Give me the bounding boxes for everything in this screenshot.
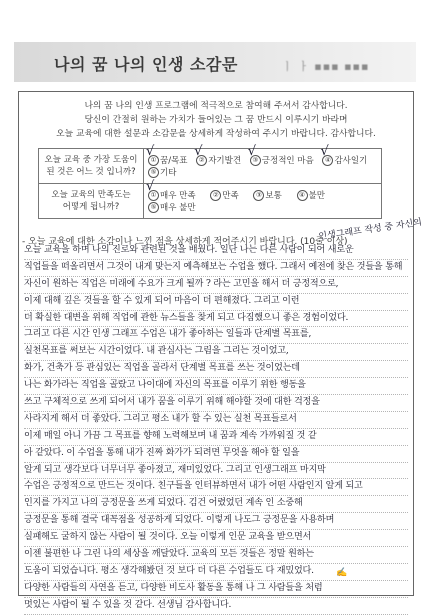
essay-line: 오늘 교육을 하며 나의 진로와 관련된 것을 배웠다. 일단 나는 다른 사람이 되어 새로운 (24, 243, 408, 260)
essay-line: 도움이 되었습니다. 평소 생각해봤던 것 보다 더 다른 수업들도 다 재밌었다. (24, 564, 408, 581)
option-number-text: ③ (252, 156, 259, 164)
options-cell (144, 179, 382, 219)
option-number-text: ④ (325, 156, 331, 164)
intro-line: 당신이 간절히 원하는 가치가 들어있는 그 꿈 반드시 이루시기 바라며 (84, 115, 348, 125)
option-number (297, 190, 308, 201)
option-number-text: ⑤ (150, 168, 157, 176)
option-dissatisfied[interactable] (297, 189, 325, 201)
option-dream-goal[interactable] (146, 144, 188, 166)
essay-line: 긍정문을 통해 결국 대꼭점을 성공하게 되었다. 이렇게 나도그 긍정문을 사용하며 (24, 513, 408, 530)
option-number (194, 144, 207, 166)
essay-line: 실패해도 굴하지 않는 사람이 될 것이다. 오늘 이렇게 인문 교육을 받으면서 (24, 530, 408, 547)
option-number-text: ② (198, 156, 205, 164)
question-label-line: 오늘 교육의 만족도는 (51, 190, 131, 200)
essay-line: 이제 매일 아니 가끔 그 목표를 향해 노력해보며 내 꿈과 계속 가까워질 것 같 (24, 429, 408, 446)
question-label-line: 된 것은 어느 것 입니까? (46, 167, 136, 177)
option-label: 감사일기 (334, 156, 368, 166)
option-satisfied[interactable] (210, 189, 238, 201)
essay-line: 이제 대해 깊은 것들을 할 수 있게 되어 마음이 더 편해졌다. 그리고 이런 (24, 294, 408, 311)
option-label: 긍정적인 마음 (261, 156, 314, 166)
option-number-text: ① (150, 191, 157, 199)
option-positive-mind[interactable] (247, 144, 314, 166)
essay-answer-area[interactable] (24, 243, 408, 615)
options-cell (144, 144, 382, 184)
essay-line: 나는 화가라는 직업을 골랐고 나이대에 자신의 목표를 이루기 위한 행동을 (24, 378, 408, 395)
essay-line: 아 같았다. 이 수업을 통해 내가 진짜 화가가 되려면 무엇을 해야 할 일을 (24, 446, 408, 463)
signature-mark: ✍ (336, 568, 348, 578)
option-label: 매우 불만 (160, 203, 196, 213)
option-number-text: ② (212, 191, 219, 199)
option-label: 기타 (160, 168, 177, 178)
essay-line: 화가, 건축가 등 관심있는 직업을 골라서 단계별 목표를 쓰는 것이었는데 (24, 361, 408, 378)
check-mark-icon: √ (146, 144, 155, 159)
essay-line: 알게 되고 생각보다 너무너무 좋아졌고, 재미있었다. 그리고 인생그래프 마지막 (24, 463, 408, 480)
option-number-text: ⑤ (150, 203, 157, 211)
option-number (148, 167, 159, 178)
option-very-satisfied[interactable] (146, 179, 196, 201)
essay-line: 다양한 사람들의 사연을 듣고, 다양한 비도사 활동을 통해 나 그 사람들을 처럼 (24, 581, 408, 598)
essay-line: 더 확실한 대변을 위해 직업에 관한 뉴스들을 찾게 되고 다짐했으니 좋은 경험이었다. (24, 311, 408, 328)
option-label: 만족 (222, 191, 239, 201)
question-row (39, 184, 382, 219)
option-very-dissatisfied[interactable] (148, 201, 196, 213)
option-number (247, 144, 261, 166)
essay-line: 멋있는 사람이 될 수 있을 것 같다. 선생님 감사합니다. (24, 598, 408, 615)
essay-line: 수업은 긍정적으로 만드는 것이다. 친구들을 인터뷰하면서 내가 어떤 사람인지 알게 되고 (24, 479, 408, 496)
option-number (320, 144, 333, 166)
option-self-discovery[interactable] (194, 144, 242, 166)
essay-line: 이젠 불편한 나 그린 나의 세상을 깨달았다. 교육의 모든 것들은 정말 원하는 (24, 547, 408, 564)
option-gratitude-diary[interactable] (320, 144, 368, 166)
essay-line: 직업들을 떠올리면서 그것이 내게 맞는지 예측해보는 수업을 했다. 그래서 예전에 찾은 것들을 통해 (24, 260, 408, 277)
check-mark-icon: √ (247, 144, 257, 159)
page-title: 나의 꿈 나의 인생 소감문 (54, 55, 238, 74)
essay-line: 사라지게 해서 더 좋았다. 그리고 평소 내가 할 수 있는 실천 목표들로서 (24, 412, 408, 429)
essay-line: 실천목표를 써보는 시간이었다. 내 관심사는 그림을 그리는 것이었고, (24, 344, 408, 361)
option-number-text: ① (150, 156, 157, 164)
option-label: 보통 (265, 191, 282, 201)
question-row (39, 149, 382, 184)
option-number (146, 179, 159, 201)
intro-line: 오늘 교육에 대한 설문과 소감문을 상세하게 작성하여 주시기 바랍니다. 감사합니다. (56, 129, 376, 139)
option-other[interactable] (148, 166, 176, 178)
survey-table (38, 144, 382, 219)
question-label-line: 어떻게 됩니까? (62, 202, 120, 212)
option-number (148, 202, 159, 213)
option-number (210, 190, 221, 201)
name-field: ㅣ ㅏ ▪▪▪ ▪▪▪ (282, 60, 370, 73)
option-label: 자기발견 (208, 156, 242, 166)
essay-prompt: - 오늘 교육에 대한 소감이나 느낀 점을 상세하게 적어주시기 바랍니다. (10줄 이상) (22, 237, 348, 247)
option-number-text: ③ (255, 191, 262, 199)
option-label: 불만 (308, 191, 325, 201)
essay-line: 쓰고 구체적으로 쓰게 되어서 내가 꿈을 이루기 위해 해야할 것에 대한 걱정을 (24, 395, 408, 412)
intro-text (20, 99, 412, 141)
question-label (39, 184, 144, 219)
question-label (39, 149, 144, 184)
intro-line: 나의 꿈 나의 인생 프로그램에 적극적으로 참여해 주셔서 감사합니다. (84, 101, 348, 111)
option-number-text: ④ (299, 191, 305, 199)
question-label-line: 오늘 교육 중 가장 도움이 (44, 155, 138, 165)
margin-note: 인생그래프 작성 중 자신의 (318, 217, 423, 243)
option-label: 꿈/목표 (160, 156, 188, 166)
check-mark-icon: √ (194, 144, 203, 159)
option-number (146, 144, 159, 166)
essay-line: 인지를 가지고 나의 긍정문을 쓰게 되었다. 김건 어렸었던 계속 인 소중해 (24, 496, 408, 513)
check-mark-icon: √ (320, 144, 329, 159)
essay-line: 자신이 원하는 직업은 미래에 수요가 크게 될까 ? 라는 고민을 해서 더 긍정적으로, (24, 277, 408, 294)
check-mark-icon: √ (146, 179, 155, 194)
option-number (253, 190, 264, 201)
option-average[interactable] (253, 189, 281, 201)
essay-line: 그리고 다른 시간 인생 그래프 수업은 내가 좋아하는 일들과 단계별 목표를, (24, 327, 408, 344)
option-label: 매우 만족 (160, 191, 196, 201)
